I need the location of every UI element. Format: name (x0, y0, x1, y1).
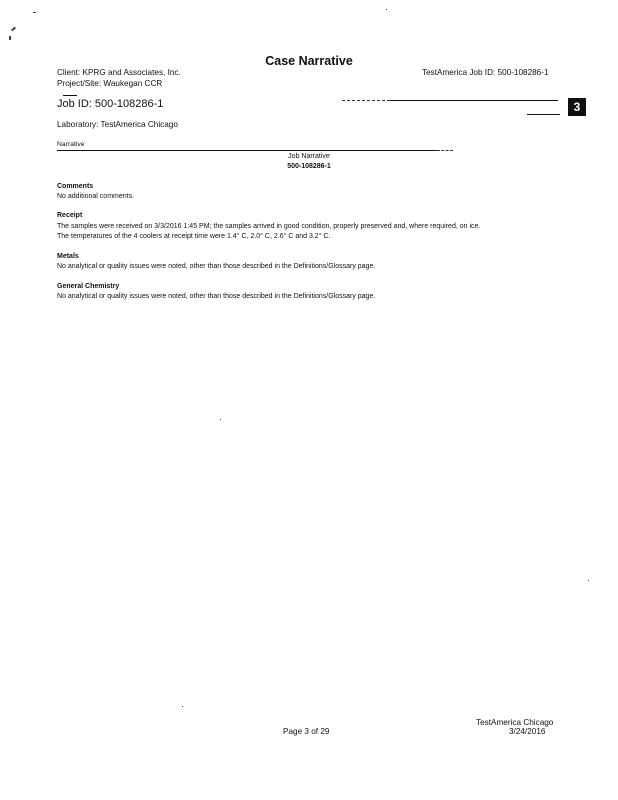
section-text-metals: No analytical or quality issues were noted, other than those described in the Definitions/Glossary page. (57, 263, 376, 270)
narrative-label: Narrative (57, 141, 85, 148)
section-heading-metals: Metals (57, 253, 79, 260)
client-line: Client: KPRG and Associates, Inc. (57, 68, 181, 77)
narrative-rule-dash (437, 150, 453, 151)
scan-speck (9, 36, 11, 40)
page-title: Case Narrative (265, 54, 353, 68)
header-tick (63, 95, 77, 96)
section-tab: 3 (568, 98, 586, 116)
section-text-comments: No additional comments. (57, 193, 135, 200)
job-narrative-number: 500-108286-1 (287, 163, 331, 170)
laboratory-line: Laboratory: TestAmerica Chicago (57, 120, 178, 129)
footer-company: TestAmerica Chicago (476, 718, 554, 727)
job-id-heading: Job ID: 500-108286-1 (57, 98, 164, 110)
section-text-general-chemistry: No analytical or quality issues were noted, other than those described in the Definitions/Glossary page. (57, 293, 376, 300)
narrative-rule (57, 150, 437, 151)
footer-date: 3/24/2016 (509, 727, 546, 736)
scan-speck (33, 12, 36, 13)
scan-speck (182, 706, 183, 707)
scan-speck (11, 27, 16, 32)
scan-speck (588, 580, 589, 581)
section-heading-comments: Comments (57, 183, 94, 190)
scan-speck (386, 9, 387, 10)
section-text-receipt-1: The samples were received on 3/3/2016 1:45 PM; the samples arrived in good condition, properly preserved and, where required, on ice. (57, 223, 481, 230)
project-line: Project/Site: Waukegan CCR (57, 79, 163, 88)
header-dash (342, 100, 390, 101)
section-heading-general-chemistry: General Chemistry (57, 283, 120, 290)
scan-speck (220, 419, 221, 420)
lab-job-id: TestAmerica Job ID: 500-108286-1 (422, 68, 549, 77)
job-narrative-title: Job Narrative (288, 153, 330, 160)
header-rule (390, 100, 558, 101)
header-rule-short (527, 114, 560, 115)
page-number: Page 3 of 29 (283, 727, 330, 736)
section-heading-receipt: Receipt (57, 212, 83, 219)
section-text-receipt-2: The temperatures of the 4 coolers at receipt time were 1.4° C, 2.0° C, 2.6° C and 3.2° C. (57, 233, 331, 240)
